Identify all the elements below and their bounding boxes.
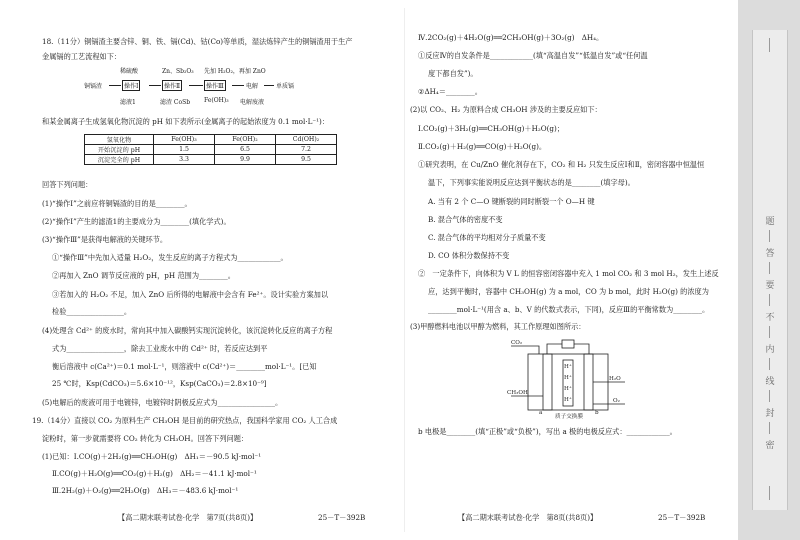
question-part: (1)“操作Ⅰ”之前应将铜镉渣的目的是________。 <box>42 199 192 208</box>
question-part: (2)“操作Ⅰ”产生的滤渣1的主要成分为________(填化学式)。 <box>42 217 231 226</box>
question-19-intro: 19.（14分）直接以 CO₂ 为原料生产 CH₃OH 是目前的研究热点，我国科学家用 CO₂ 人工合成 <box>32 416 338 425</box>
equation-line: Ⅱ.CO(g)＋H₂O(g)══CO₂(g)＋H₂(g) ΔH₂＝－41.1 kJ·mol⁻¹ <box>52 469 257 478</box>
text-line: 温下，下列事实能说明反应达到平衡状态的是________(填字母)。 <box>428 178 635 187</box>
margin-char: 密 <box>765 441 775 451</box>
table-header-row <box>85 135 337 145</box>
choice-option: A. 当有 2 个 C—O 键断裂的同时断裂一个 O—H 键 <box>428 197 595 206</box>
binding-strip <box>752 30 788 510</box>
page-code: 25－T－392B <box>318 513 366 522</box>
flow-reagent: 先加 H₂O₂，再加 ZnO <box>204 68 266 75</box>
margin-dash <box>769 486 770 500</box>
diagram-label-b: b <box>595 410 599 416</box>
table-header-cell: 氢氧化物 <box>85 135 154 145</box>
page-divider <box>404 8 405 532</box>
text-line: 度下都自发”)。 <box>428 69 478 78</box>
text-line: 衡后溶液中 c(Ca²⁺)＝0.1 mol·L⁻¹，则溶液中 c(Cd²⁺)＝________mol·L⁻¹。[已知 <box>52 362 317 371</box>
flow-arrow <box>149 85 161 86</box>
table-header-cell: Cd(OH)₂ <box>276 135 337 145</box>
page-footer: 【高二期末联考试卷·化学 第7页(共8页)】 <box>118 513 258 522</box>
flow-arrow <box>232 85 244 86</box>
margin-char: 答 <box>765 249 775 259</box>
proton-label: H⁺ <box>564 386 572 392</box>
choice-option: D. CO 体积分数保持不变 <box>428 251 510 260</box>
text-line: 式为________________，除去工业废水中的 Cd²⁺ 时，若反应达到平 <box>52 344 268 353</box>
text-line: 回答下列问题： <box>42 180 93 189</box>
proton-label: H⁺ <box>564 364 572 370</box>
table-cell: 1.5 <box>154 145 215 155</box>
table-row <box>85 155 337 165</box>
diagram-label-co2: CO₂ <box>511 340 523 346</box>
margin-char: 内 <box>765 345 775 355</box>
question-part: (5)电解后的废液可用于电镀锌，电镀锌时阴极反应式为________________。 <box>42 398 283 407</box>
margin-dash <box>769 262 770 274</box>
margin-dash <box>769 358 770 370</box>
margin-char: 线 <box>765 377 775 387</box>
flow-op: 操作Ⅱ <box>162 80 182 91</box>
question-part: ③若加入的 H₂O₂ 不足，加入 ZnO 后所得的电解液中会含有 Fe²⁺。设计实验方案加以 <box>52 290 329 299</box>
equation-line: Ⅱ.CO₂(g)＋H₂(g)══CO(g)＋H₂O(g)。 <box>418 142 547 151</box>
table-cell: 3.3 <box>154 155 215 165</box>
question-part: ①反应Ⅳ的自发条件是____________(填“高温自发”“低温自发”或“任何温 <box>418 51 648 60</box>
page-code: 25－T－392B <box>658 513 706 522</box>
table-row <box>85 145 337 155</box>
text-line: 25 ℃时，Ksp(CdCO₃)＝5.6×10⁻¹²，Ksp(CaCO₃)＝2.8×10⁻⁹] <box>52 379 267 388</box>
choice-option: C. 混合气体的平均相对分子质量不变 <box>428 233 546 242</box>
question-part: ②再加入 ZnO 调节反应液的 pH，pH 范围为________。 <box>52 271 235 280</box>
page-footer: 【高二期末联考试卷·化学 第8页(共8页)】 <box>458 513 598 522</box>
equation-line: Ⅳ.2CO₂(g)＋4H₂O(g)══2CH₃OH(g)＋3O₂(g) ΔH₄。 <box>418 33 604 42</box>
binding-margin <box>738 0 800 540</box>
right-page <box>410 0 735 540</box>
flow-final: 单质镉 <box>276 83 295 90</box>
text-line: 检验________________。 <box>52 307 132 316</box>
text-line: 应，达到平衡时，容器中 CH₃OH(g) 为 a mol，CO 为 b mol，此时 H₂O(g) 的浓度为 <box>428 287 709 296</box>
table-cell: 开始沉淀的 pH <box>85 145 154 155</box>
choice-option: B. 混合气体的密度不变 <box>428 215 503 224</box>
flow-output: 滤液1 <box>120 99 136 106</box>
diagram-label-o2: O₂ <box>613 398 620 404</box>
question-18-intro: 18.（11分）铜镉渣主要含锌、铜、铁、镉(Cd)、钴(Co)等单质，湿法炼锌产生的铜镉渣用于生产 <box>42 37 353 46</box>
proton-label: H⁺ <box>564 397 572 403</box>
table-cell: 沉淀完全的 pH <box>85 155 154 165</box>
question-part: (2)以 CO₂、H₂ 为原料合成 CH₃OH 涉及的主要反应如下： <box>410 105 602 114</box>
fuel-cell-diagram <box>503 338 633 420</box>
margin-char: 要 <box>765 281 775 291</box>
process-flowchart <box>84 66 295 110</box>
electrode-a <box>543 354 552 410</box>
flow-reagent: Zn、Sb₂O₃ <box>162 68 194 75</box>
equation-line: (1)已知：Ⅰ.CO(g)＋2H₂(g)══CH₃OH(g) ΔH₁＝－90.5 kJ·mol⁻¹ <box>42 452 262 461</box>
flow-output: Fe(OH)₃ <box>204 97 229 104</box>
flow-arrow <box>264 85 274 86</box>
text-line: 和某金属离子生成氢氧化物沉淀的 pH 如下表所示(金属离子的起始浓度为 0.1 mol·L⁻¹)： <box>42 117 330 126</box>
question-part: (4)处理含 Cd²⁺ 的废水时，常向其中加入碳酸钙实现沉淀转化，该沉淀转化反应的离子方程 <box>42 326 333 335</box>
flow-reagent: 稀硫酸 <box>120 68 139 75</box>
diagram-label-h2o: H₂O <box>609 376 621 382</box>
text-line: 金属镉的工艺流程如下： <box>42 52 122 61</box>
diagram-label-a: a <box>539 410 543 416</box>
text-line: ________mol·L⁻¹(用含 a、b、V 的代数式表示，下同)，反应Ⅲ的平衡常数为________。 <box>428 305 710 314</box>
margin-dash <box>769 390 770 402</box>
question-part: b 电极是________(填“正极”或“负极”)，写出 a 极的电极反应式：____________。 <box>418 427 677 436</box>
co2-outlet <box>511 346 539 354</box>
question-part: ②ΔH₄＝________。 <box>418 87 482 96</box>
flow-op: 操作Ⅰ <box>122 80 140 91</box>
question-part: ①研究表明，在 Cu/ZnO 催化剂存在下，CO₂ 和 H₂ 只发生反应Ⅰ和Ⅱ，密闭容器中恒温恒 <box>418 160 705 169</box>
question-part: (3)“操作Ⅲ”是获得电解液的关键环节。 <box>42 235 168 244</box>
table-cell: 9.5 <box>276 155 337 165</box>
table-cell: 7.2 <box>276 145 337 155</box>
membrane-label: 质子交换膜 <box>555 414 583 420</box>
margin-char: 封 <box>765 409 775 419</box>
margin-dash <box>769 422 770 434</box>
margin-dash <box>769 326 770 338</box>
flow-feed: 铜镉渣 <box>84 83 103 90</box>
margin-char: 不 <box>765 313 775 323</box>
question-part: (3)甲醇燃料电池以甲醇为燃料，其工作原理如图所示： <box>410 322 586 331</box>
margin-dash <box>769 230 770 242</box>
flow-output: 电解废液 <box>240 99 265 106</box>
margin-dash <box>769 294 770 306</box>
table-cell: 6.5 <box>215 145 276 155</box>
equation-line: Ⅰ.CO₂(g)＋3H₂(g)══CH₃OH(g)＋H₂O(g)； <box>418 124 565 133</box>
flow-op: 操作Ⅲ <box>204 80 226 91</box>
flow-arrow <box>189 85 203 86</box>
electrode-b <box>584 354 593 410</box>
question-part: ② 一定条件下，向体积为 V L 的恒容密闭容器中充入 1 mol CO₂ 和 3 mol H₂，发生上述反 <box>418 269 719 278</box>
text-line: 淀粉时，第一步就需要将 CO₂ 转化为 CH₃OH。回答下列问题： <box>42 434 249 443</box>
table-cell: 9.9 <box>215 155 276 165</box>
ph-table <box>84 134 337 165</box>
margin-dash <box>769 38 770 52</box>
diagram-label-ch3oh: CH₃OH <box>507 390 528 396</box>
flow-arrow <box>109 85 121 86</box>
flow-output: 滤渣 CoSb <box>160 99 191 106</box>
margin-char: 题 <box>765 217 775 227</box>
equation-line: Ⅲ.2H₂(g)＋O₂(g)══2H₂O(g) ΔH₃＝－483.6 kJ·mol⁻¹ <box>52 486 239 495</box>
question-part: ①“操作Ⅲ”中先加入适量 H₂O₂，发生反应的离子方程式为____________。 <box>52 253 288 262</box>
flow-product: 电解 <box>246 83 259 90</box>
table-header-cell: Fe(OH)₂ <box>215 135 276 145</box>
proton-label: H⁺ <box>564 375 572 381</box>
table-header-cell: Fe(OH)₃ <box>154 135 215 145</box>
load-box <box>562 340 574 348</box>
